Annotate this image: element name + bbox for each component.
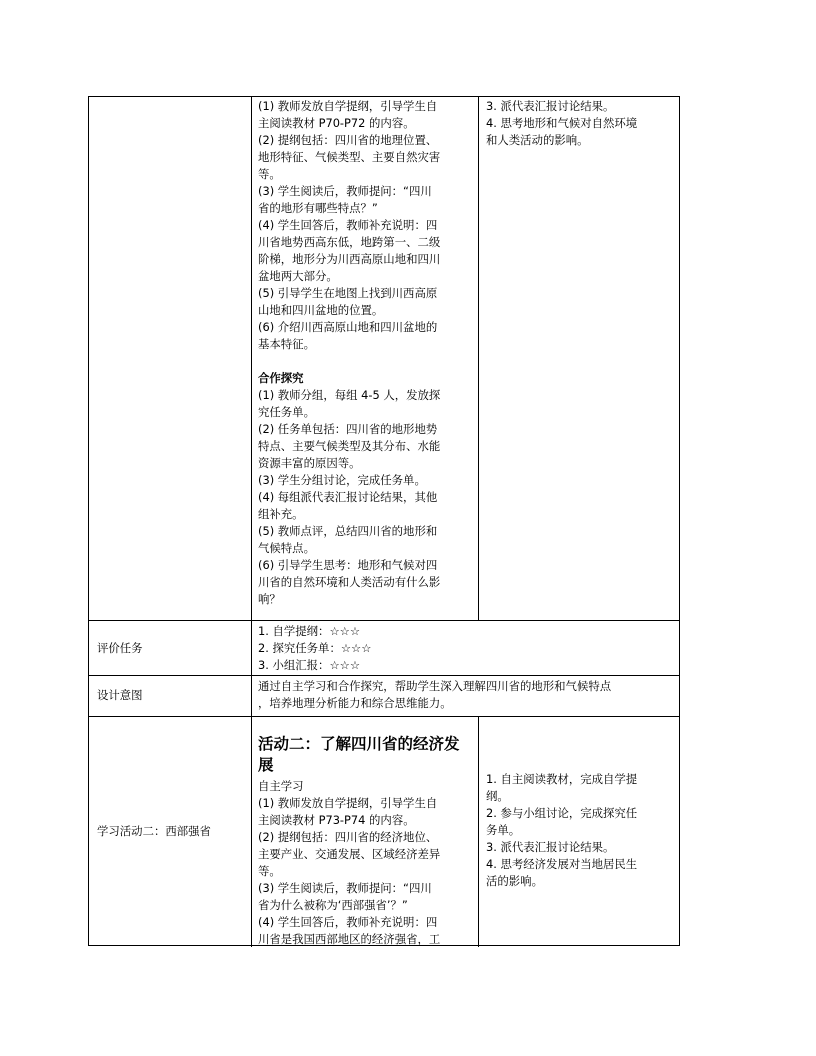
title-line: 活动二：了解四川省的经济发 bbox=[258, 735, 460, 753]
text-line: 4. 思考地形和气候对自然环境 bbox=[486, 116, 638, 130]
text-line: (3) 学生阅读后，教师提问：“四川 bbox=[258, 184, 432, 198]
text-line: 阶梯，地形分为川西高原山地和四川 bbox=[258, 252, 441, 266]
text-line: 务单。 bbox=[486, 823, 521, 837]
column-divider-2 bbox=[478, 97, 479, 620]
text-line: 主要产业、交通发展、区域经济差异 bbox=[258, 847, 441, 861]
text-line: 等。 bbox=[258, 167, 281, 181]
row-divider-2 bbox=[89, 675, 679, 676]
text-line: 川省地势西高东低，地跨第一、二级 bbox=[258, 235, 441, 249]
text-line: (4) 学生回答后，教师补充说明：四 bbox=[258, 218, 438, 232]
text-line: 等。 bbox=[258, 864, 281, 878]
text-line: 主阅读教材 P70-P72 的内容。 bbox=[258, 116, 415, 130]
text-line: (3) 学生阅读后，教师提问：“四川 bbox=[258, 881, 432, 895]
text-line: 资源丰富的原因等。 bbox=[258, 456, 361, 470]
text-line: 和人类活动的影响。 bbox=[486, 133, 589, 147]
activity2-right bbox=[486, 771, 676, 890]
eval-label: 评价任务 bbox=[97, 641, 143, 655]
row-divider-3 bbox=[89, 716, 679, 717]
text-line: ，培养地理分析能力和综合思维能力。 bbox=[258, 696, 452, 710]
text-line: (5) 引导学生在地图上找到川西高原 bbox=[258, 286, 438, 300]
text-line: 地形特征、气候类型、主要自然灾害 bbox=[258, 150, 441, 164]
eval-item: 2. 探究任务单：☆☆☆ bbox=[258, 641, 372, 655]
title-line: 展 bbox=[258, 756, 274, 774]
text-line: (6) 介绍川西高原山地和四川盆地的 bbox=[258, 320, 438, 334]
activity2-middle bbox=[258, 734, 476, 948]
activity2-title bbox=[258, 734, 476, 776]
text-line: 基本特征。 bbox=[258, 337, 315, 351]
text-line: (2) 提纲包括：四川省的经济地位、 bbox=[258, 830, 438, 844]
text-line: (3) 学生分组讨论，完成任务单。 bbox=[258, 473, 426, 487]
text-line: (4) 学生回答后，教师补充说明：四 bbox=[258, 915, 438, 929]
eval-item: 3. 小组汇报：☆☆☆ bbox=[258, 658, 361, 672]
column-divider-1 bbox=[251, 97, 252, 947]
text-line: 活的影响。 bbox=[486, 874, 543, 888]
text-line: 1. 自主阅读教材，完成自学提 bbox=[486, 772, 638, 786]
row-divider-1 bbox=[89, 620, 679, 621]
design-text bbox=[258, 678, 676, 712]
coop-heading: 合作探究 bbox=[258, 371, 304, 385]
lesson-plan-table bbox=[88, 96, 680, 946]
text-line: (2) 提纲包括：四川省的地理位置、 bbox=[258, 133, 438, 147]
activity2-label: 学习活动二：西部强省 bbox=[97, 824, 211, 838]
text-line: 2. 参与小组讨论，完成探究任 bbox=[486, 806, 638, 820]
text-line: 3. 派代表汇报讨论结果。 bbox=[486, 840, 615, 854]
text-line: (2) 任务单包括：四川省的地形地势 bbox=[258, 422, 438, 436]
text-line: (1) 教师发放自学提纲，引导学生自 bbox=[258, 99, 438, 113]
text-line: 通过自主学习和合作探究，帮助学生深入理解四川省的地形和气候特点 bbox=[258, 679, 612, 693]
self-study-heading: 自主学习 bbox=[258, 779, 304, 793]
text-line: 究任务单。 bbox=[258, 405, 315, 419]
row1-middle-content bbox=[258, 98, 476, 608]
text-line: (4) 每组派代表汇报讨论结果，其他 bbox=[258, 490, 438, 504]
text-line: 组补充。 bbox=[258, 507, 304, 521]
text-line: 省为什么被称为‘西部强省’？” bbox=[258, 898, 408, 912]
eval-items bbox=[258, 623, 668, 674]
text-line: (6) 引导学生思考：地形和气候对四 bbox=[258, 558, 438, 572]
row1-right-content bbox=[486, 98, 676, 149]
self-study-steps bbox=[258, 98, 476, 353]
text-line: 盆地两大部分。 bbox=[258, 269, 338, 283]
text-line: 气候特点。 bbox=[258, 541, 315, 555]
text-line: 纲。 bbox=[486, 789, 509, 803]
coop-steps bbox=[258, 387, 476, 608]
text-line: 4. 思考经济发展对当地居民生 bbox=[486, 857, 638, 871]
text-line: (5) 教师点评，总结四川省的地形和 bbox=[258, 524, 438, 538]
text-line: 响？ bbox=[258, 592, 281, 606]
text-line: 省的地形有哪些特点？” bbox=[258, 201, 378, 215]
text-line: (1) 教师发放自学提纲，引导学生自 bbox=[258, 796, 438, 810]
student-activity-list bbox=[486, 98, 676, 149]
text-line: (1) 教师分组，每组 4-5 人，发放探 bbox=[258, 388, 441, 402]
text-line: 特点、主要气候类型及其分布、水能 bbox=[258, 439, 441, 453]
column-divider-2b bbox=[478, 716, 479, 947]
text-line: 3. 派代表汇报讨论结果。 bbox=[486, 99, 615, 113]
design-label: 设计意图 bbox=[97, 688, 143, 702]
text-line: 川省是我国西部地区的经济强省，工 bbox=[258, 932, 441, 946]
text-line: 川省的自然环境和人类活动有什么影 bbox=[258, 575, 441, 589]
eval-item: 1. 自学提纲：☆☆☆ bbox=[258, 624, 361, 638]
text-line: 山地和四川盆地的位置。 bbox=[258, 303, 384, 317]
text-line: 主阅读教材 P73-P74 的内容。 bbox=[258, 813, 415, 827]
